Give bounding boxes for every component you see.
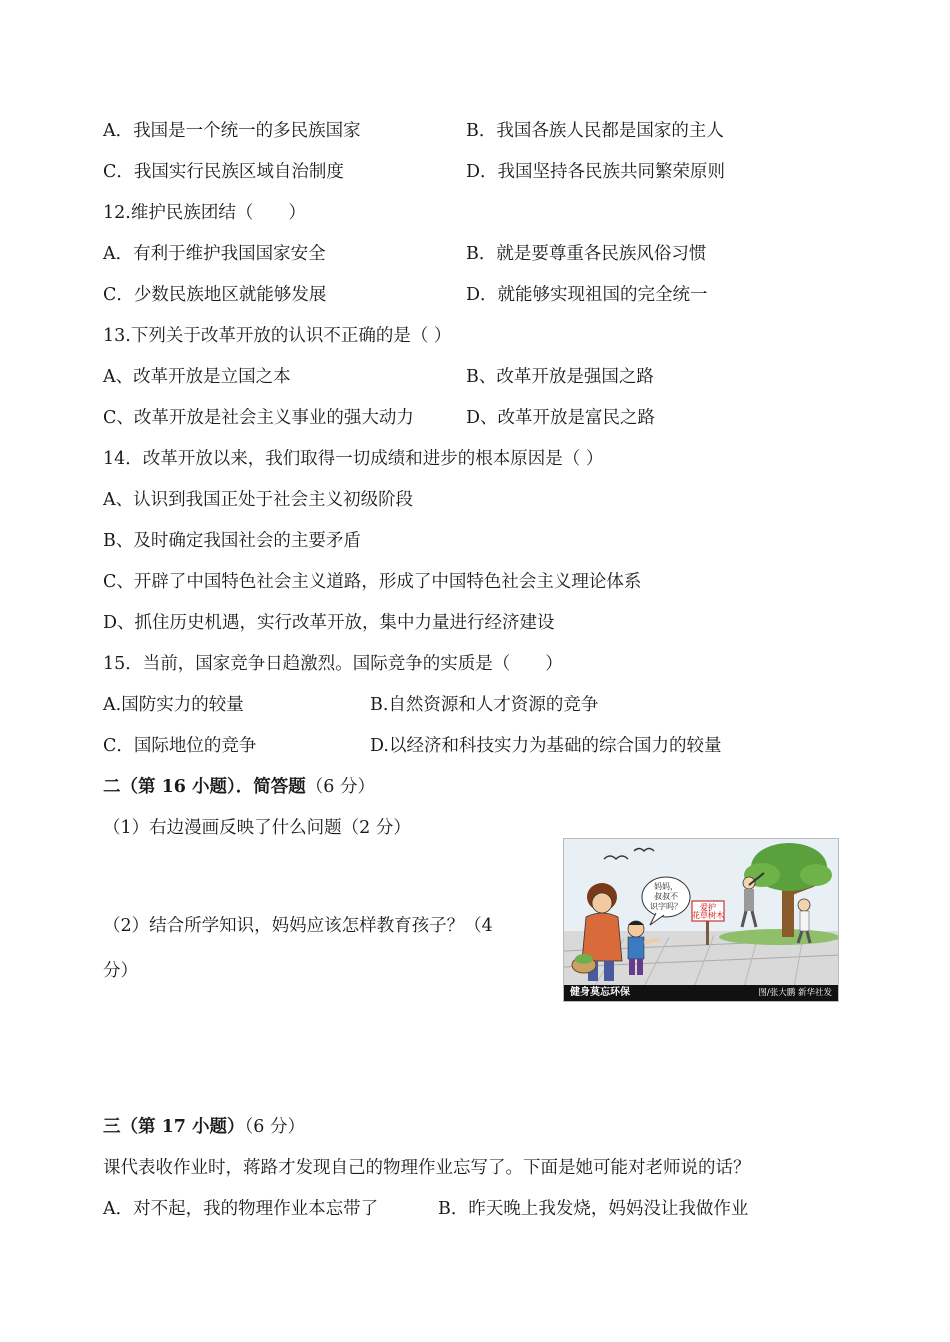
section3-heading-title: 三（第 17 小题） [103,1117,245,1137]
speech-text-line3: 识字吗？ [650,902,682,911]
q15-stem: 15．当前，国家竞争日趋激烈。国际竞争的实质是（ ） [103,654,563,674]
q13-option-c: C、改革开放是社会主义事业的强大动力 [103,408,414,428]
section2-subquestion-2-line1: （2）结合所学知识，妈妈应该怎样教育孩子？（4 [103,916,493,936]
q12-option-c: C．少数民族地区就能够发展 [103,285,327,305]
q13-stem: 13.下列关于改革开放的认识不正确的是（ ） [103,326,452,346]
speech-text-line2: 叔叔不 [654,892,678,901]
q14-option-b: B、及时确定我国社会的主要矛盾 [103,531,361,551]
child-body [628,937,644,959]
q11-option-c: C．我国实行民族区域自治制度 [103,162,344,182]
mother-face [592,893,612,913]
q12-option-d: D．就能够实现祖国的完全统一 [466,285,708,305]
q15-option-d: D.以经济和科技实力为基础的综合国力的较量 [370,736,722,756]
section3-heading [103,1115,305,1139]
section3-option-a: A．对不起，我的物理作业本忘带了 [103,1199,379,1219]
q11-option-d: D．我国坚持各民族共同繁荣原则 [466,162,726,182]
section3-heading-score: （6 分） [244,1117,305,1137]
q14-option-d: D、抓住历史机遇，实行改革开放，集中力量进行经济建设 [103,613,555,633]
sign-text-line1: 爱护 [700,903,716,912]
section2-heading-score: （6 分） [305,777,375,797]
speech-text-line1: 妈妈， [654,882,678,891]
section2-heading-title: 二（第 16 小题）．简答题 [103,777,306,797]
q12-option-a: A．有利于维护我国国家安全 [103,244,326,264]
q12-option-b: B．就是要尊重各民族风俗习惯 [466,244,707,264]
q13-option-d: D、改革开放是富民之路 [466,408,656,428]
section3-stem: 课代表收作业时，蒋路才发现自己的物理作业忘写了。下面是她可能对老师说的话？ [103,1158,751,1178]
q13-option-b: B、改革开放是强国之路 [466,367,654,387]
section3-option-b: B．昨天晚上我发烧，妈妈没让我做作业 [438,1199,749,1219]
sign-text-line2: 花草树木 [692,911,724,920]
mother-body [582,913,622,961]
q15-option-a: A.国防实力的较量 [103,695,244,715]
q15-option-c: C．国际地位的竞争 [103,736,257,756]
caption-title: 健身莫忘环保 [570,987,630,998]
cartoon-drawing [564,839,839,1002]
section2-subquestion-2-line2: 分） [103,961,138,981]
section2-heading [103,775,375,799]
q14-option-a: A、认识到我国正处于社会主义初级阶段 [103,490,414,510]
q14-option-c: C、开辟了中国特色社会主义道路，形成了中国特色社会主义理论体系 [103,572,642,592]
q15-option-b: B.自然资源和人才资源的竞争 [370,695,599,715]
section2-subquestion-1: （1）右边漫画反映了什么问题（2 分） [103,818,411,838]
q11-option-b: B．我国各族人民都是国家的主人 [466,121,724,141]
q13-option-a: A、改革开放是立国之本 [103,367,291,387]
q11-option-a: A．我国是一个统一的多民族国家 [103,121,361,141]
q12-stem: 12.维护民族团结（ ） [103,203,306,223]
cartoon-illustration [563,838,839,1002]
sign-post [706,919,709,945]
caption-credit: 图/张大鹏 新华社发 [758,988,832,998]
q14-stem: 14．改革开放以来，我们取得一切成绩和进步的根本原因是（ ） [103,449,604,469]
